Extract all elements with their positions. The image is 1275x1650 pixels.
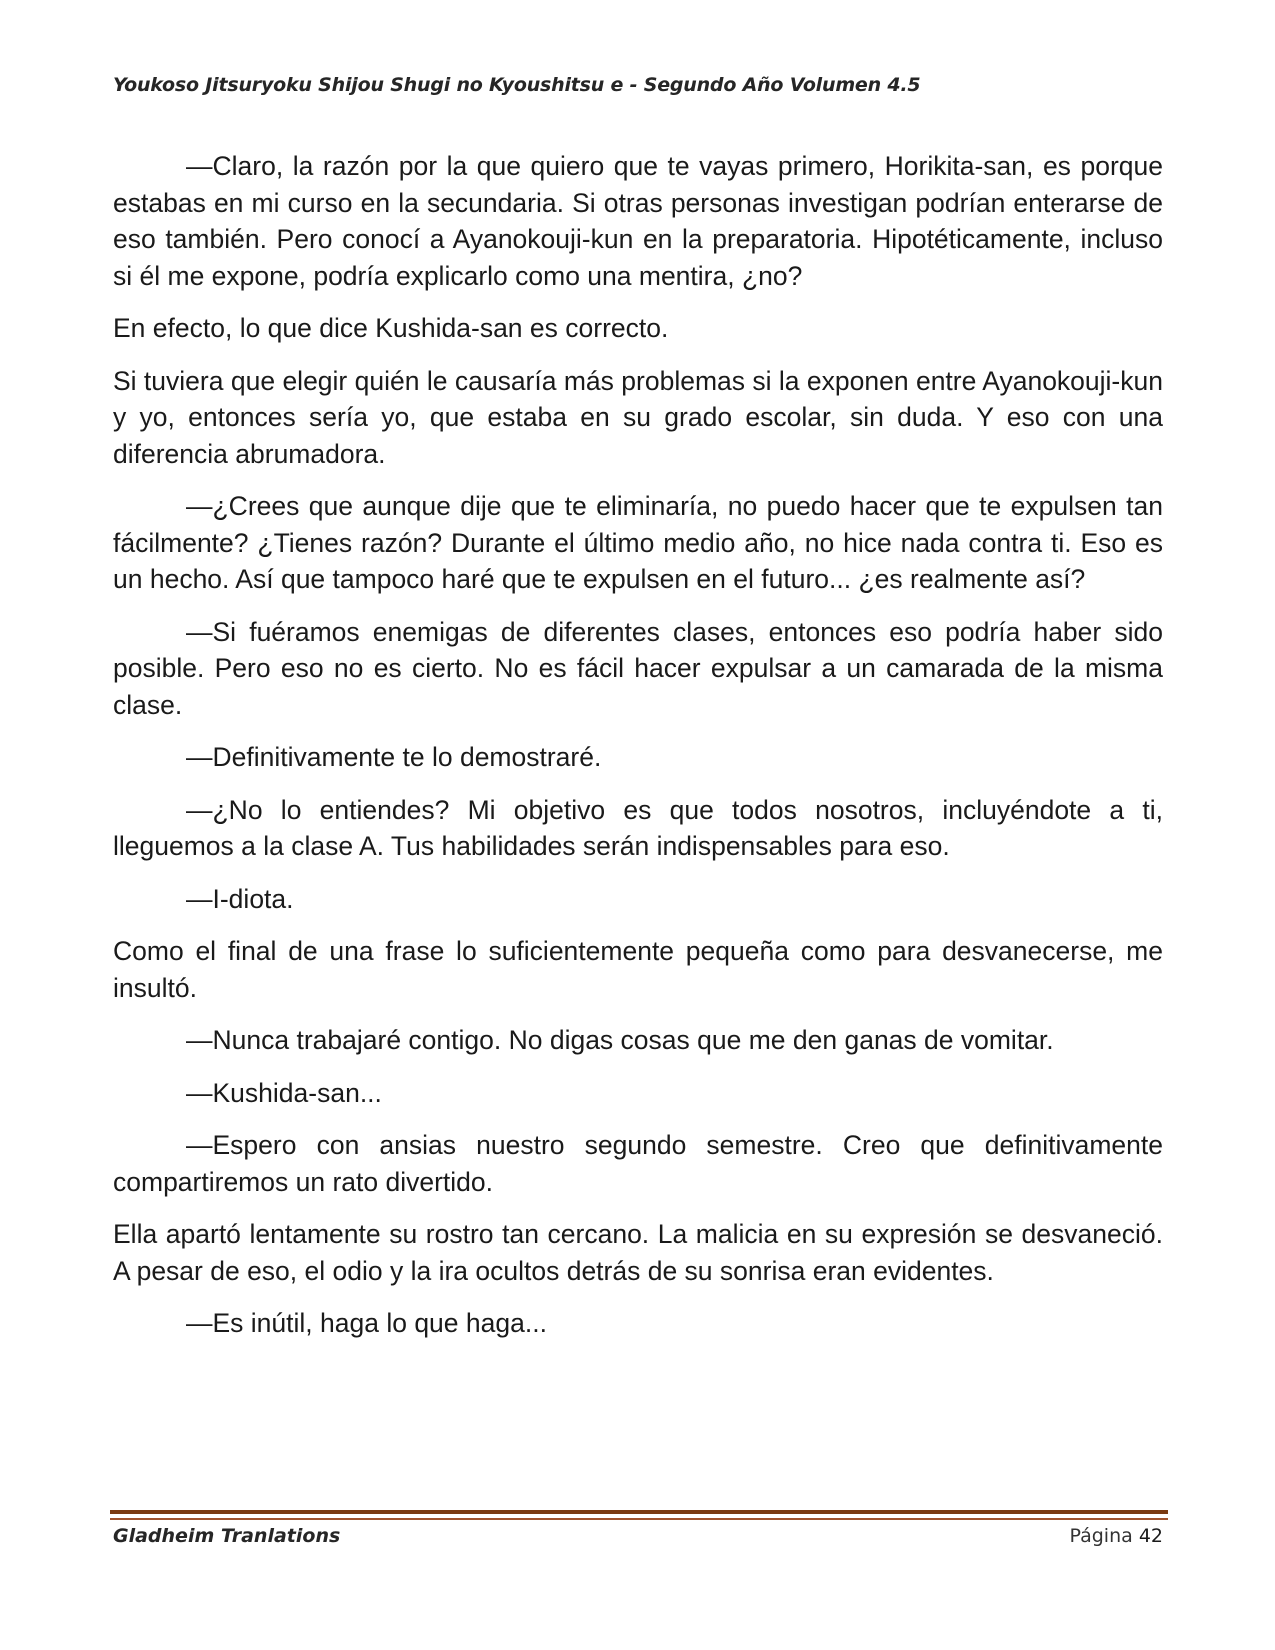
paragraph: —Kushida-san...: [186, 1077, 382, 1108]
running-header-title: Youkoso Jitsuryoku Shijou Shugi no Kyoushitsu e - Segundo Año Volumen 4.5: [113, 74, 921, 96]
paragraph: —¿No lo entiendes? Mi objetivo es que todos nosotros, incluyéndote a ti, lleguemos a la clase A. Tus habilidades serán indispensables para eso.: [113, 794, 1163, 861]
paragraph: —Nunca trabajaré contigo. No digas cosas que me den ganas de vomitar.: [186, 1025, 1054, 1055]
paragraph: —Es inútil, haga lo que haga...: [186, 1308, 547, 1338]
paragraph: Ella apartó lentamente su rostro tan cercano. La malicia en su expresión se desvaneció. A pesar de eso, el odio y la ira ocultos detrás de su sonrisa eran evidentes.: [113, 1219, 1163, 1286]
footer-brand: Gladheim Tranlations: [113, 1525, 341, 1547]
paragraph: —Si fuéramos enemigas de diferentes clases, entonces eso podría haber sido posible. Pero eso no es cierto. No es fácil hacer expulsar a un camarada de la misma clase.: [113, 616, 1163, 720]
paragraph: —¿Crees que aunque dije que te eliminaría, no puedo hacer que te expulsen tan fácilmente? ¿Tienes razón? Durante el último medio año, no hice nada contra ti. Eso es un hecho. Así que tampoco haré que te expulsen en el futuro... ¿es realmente así?: [113, 491, 1163, 594]
paragraph: —I-diota.: [186, 883, 294, 914]
page-number-label: [1069, 1525, 1163, 1547]
footer-rule-thick: [110, 1510, 1168, 1514]
paragraph: —Claro, la razón por la que quiero que te vayas primero, Horikita-san, es porque estabas en mi curso en la secundaria. Si otras personas investigan podrían enterarse de eso también. Pero conocí a Ayanokouji-kun en la preparatoria. Hipotéticamente, incluso si él me expone, podría explicarlo como una mentira, ¿no?: [113, 151, 1163, 291]
paragraph: —Espero con ansias nuestro segundo semestre. Creo que definitivamente compartiremos un rato divertido.: [113, 1130, 1163, 1197]
page-label: Página: [1069, 1525, 1133, 1547]
footer-rule-thin: [110, 1518, 1168, 1520]
paragraph: Como el final de una frase lo suficientemente pequeña como para desvanecerse, me insultó.: [113, 936, 1163, 1003]
paragraph: En efecto, lo que dice Kushida-san es correcto.: [113, 313, 669, 343]
paragraph: Si tuviera que elegir quién le causaría más problemas si la exponen entre Ayanokouji-kun y yo, entonces sería yo, que estaba en su grado escolar, sin duda. Y eso con una diferencia abrumadora.: [113, 365, 1163, 469]
paragraph: —Definitivamente te lo demostraré.: [186, 742, 602, 772]
page-number: 42: [1138, 1525, 1163, 1547]
page-body: [113, 148, 1163, 1342]
